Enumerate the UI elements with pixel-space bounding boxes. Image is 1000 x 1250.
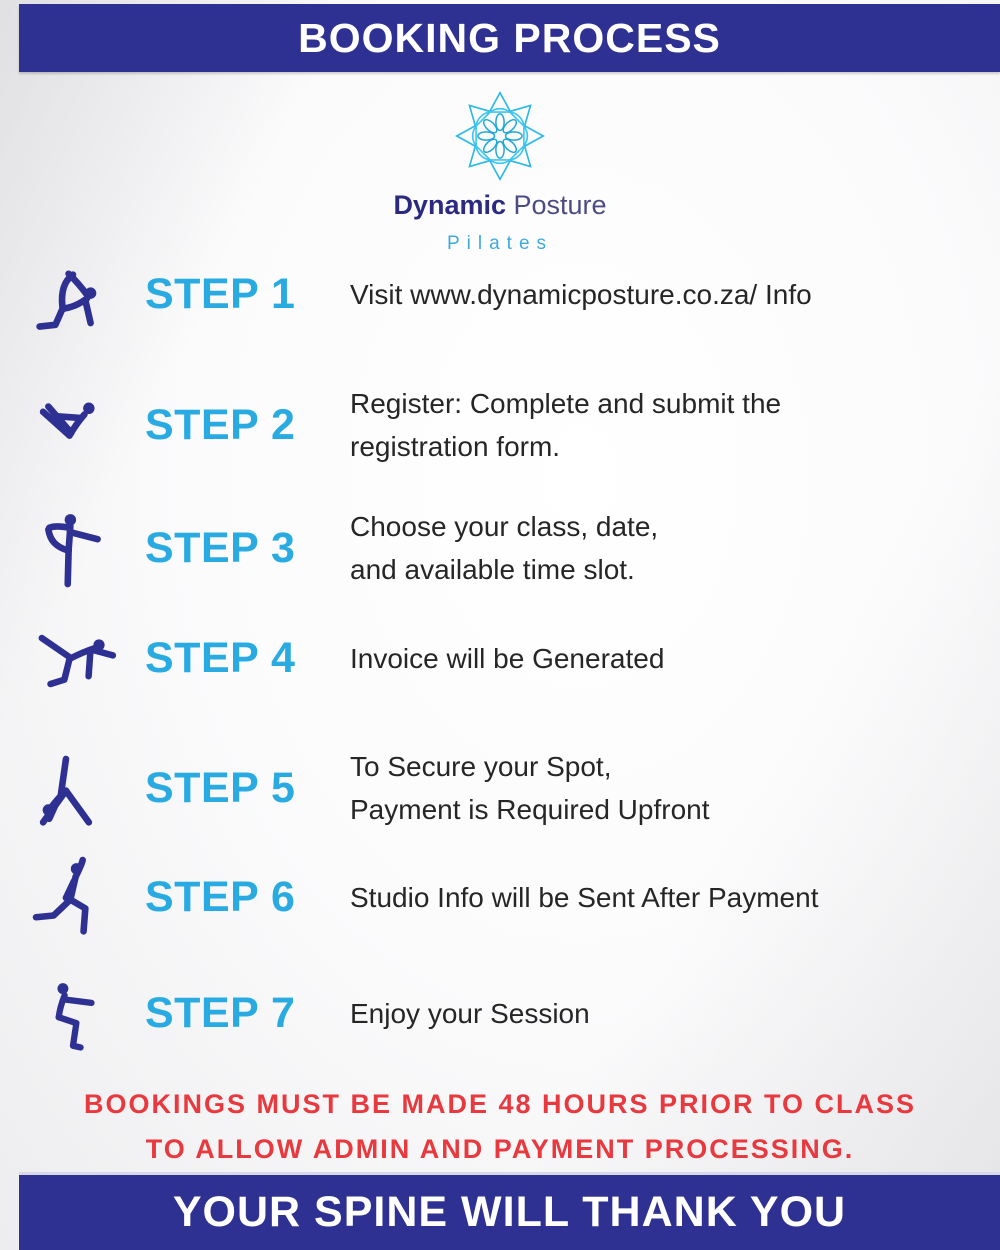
footer-banner	[19, 1172, 1000, 1250]
step-3-line-1: Choose your class, date,	[350, 511, 659, 542]
step-row-5	[0, 742, 1000, 834]
footer-tagline: YOUR SPINE WILL THANK YOU	[172, 1188, 847, 1236]
brand-logo	[0, 90, 1000, 255]
lotus-mandala-icon	[452, 90, 548, 182]
pose-dancer-icon	[29, 506, 117, 590]
step-5-line-2: Payment is Required Upfront	[350, 794, 710, 825]
step-3-label: STEP 3	[145, 523, 296, 572]
step-row-1	[0, 248, 1000, 340]
step-1-label: STEP 1	[145, 269, 296, 318]
booking-notice-line-1: BOOKINGS MUST BE MADE 48 HOURS PRIOR TO CLASS	[83, 1089, 917, 1119]
pose-lunge-icon	[29, 856, 117, 938]
step-5-line-1: To Secure your Spot,	[350, 751, 612, 782]
step-row-3	[0, 502, 1000, 594]
step-2-line-1: Register: Complete and submit the	[350, 388, 782, 419]
booking-notice-line-2: TO ALLOW ADMIN AND PAYMENT PROCESSING.	[145, 1134, 855, 1164]
step-7-label: STEP 7	[145, 988, 296, 1037]
pose-kneel-footgrab-icon	[29, 254, 117, 334]
header-banner	[19, 4, 1000, 72]
step-5-label: STEP 5	[145, 763, 296, 812]
pose-teaser-icon	[29, 385, 117, 465]
pose-birddog-icon	[27, 619, 119, 697]
step-3-line-2: and available time slot.	[350, 554, 635, 585]
step-6-description: Studio Info will be Sent After Payment	[350, 881, 819, 913]
step-1-description: Visit www.dynamicposture.co.za/ Info	[350, 278, 812, 310]
brand-name-bold: Dynamic	[393, 190, 506, 220]
step-row-4	[0, 612, 1000, 704]
step-7-description: Enjoy your Session	[350, 997, 590, 1029]
step-4-label: STEP 4	[145, 633, 296, 682]
step-5-description	[350, 745, 1000, 831]
brand-subtitle: Pilates	[446, 233, 554, 254]
step-2-description	[350, 382, 1000, 468]
brand-name-regular: Posture	[506, 190, 607, 220]
step-2-label: STEP 2	[145, 400, 296, 449]
page-title: BOOKING PROCESS	[298, 14, 721, 61]
pose-triangle-icon	[29, 746, 117, 830]
step-2-line-2: registration form.	[350, 431, 561, 462]
pose-squat-icon	[31, 972, 115, 1054]
booking-notice	[0, 1082, 1000, 1172]
step-4-description: Invoice will be Generated	[350, 642, 665, 674]
step-3-description	[350, 505, 1000, 591]
brand-name	[0, 190, 1000, 221]
step-row-7	[0, 967, 1000, 1059]
step-6-label: STEP 6	[145, 872, 296, 921]
step-row-6	[0, 851, 1000, 943]
step-row-2	[0, 379, 1000, 471]
